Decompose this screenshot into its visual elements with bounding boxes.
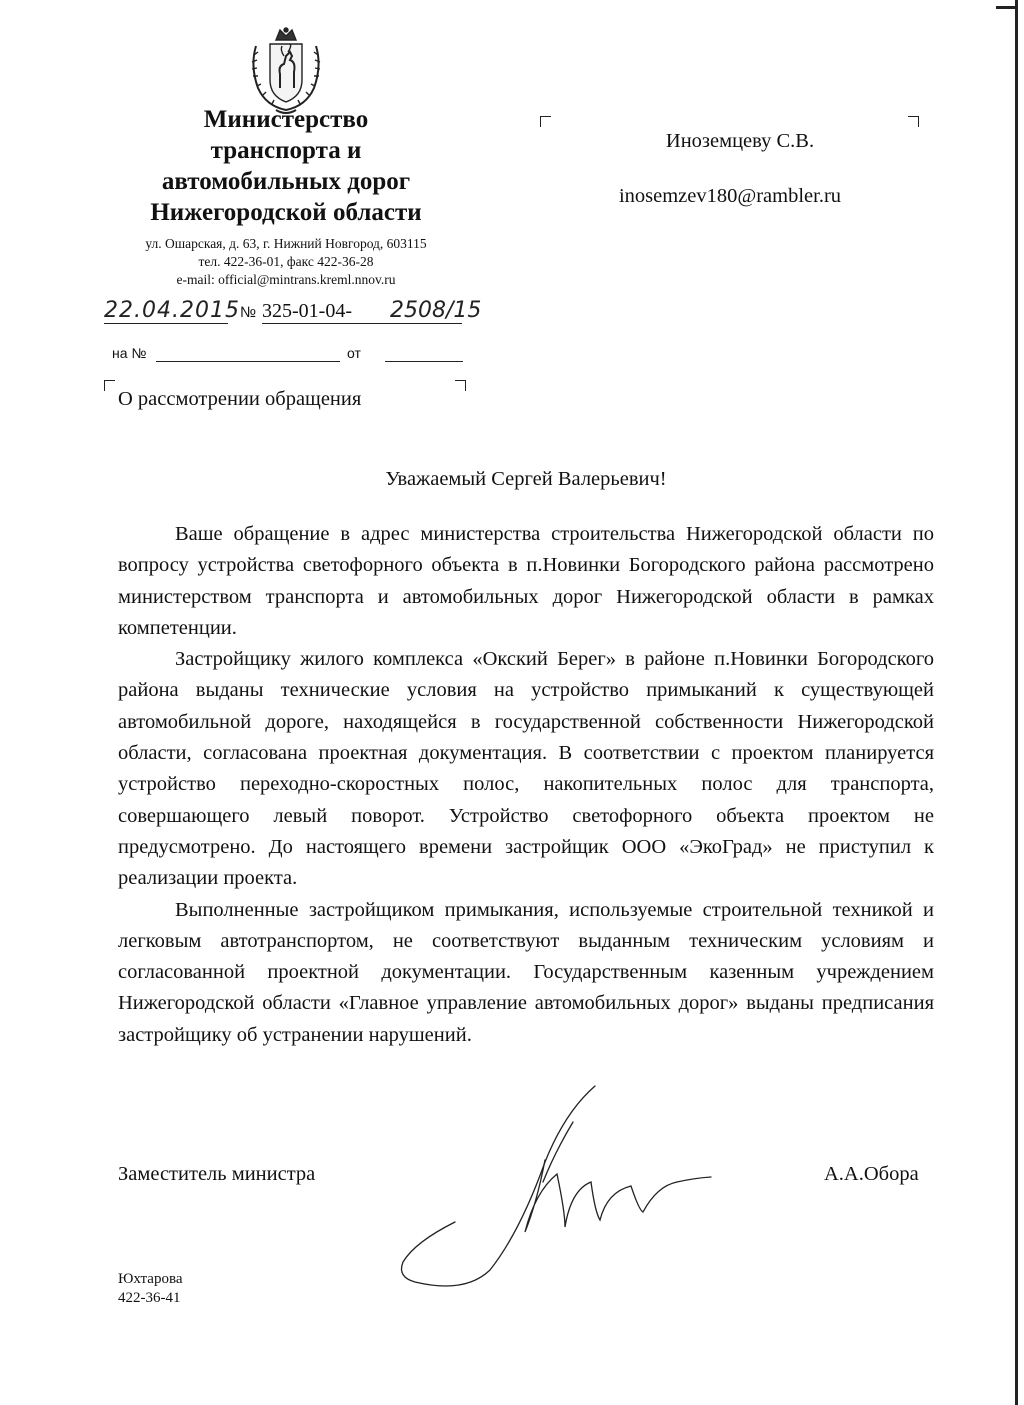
address-line: ул. Ошарская, д. 63, г. Нижний Новгород, 603115: [145, 236, 427, 251]
executor-name: Юхтарова: [118, 1271, 183, 1287]
ministry-line: Министерство: [203, 106, 369, 133]
recipient-corner-left: [540, 116, 551, 127]
from-underline: [385, 361, 463, 362]
address-line: тел. 422-36-01, факс 422-36-28: [198, 254, 374, 269]
reply-to-underline: [156, 361, 340, 362]
outgoing-date: 22.04.2015: [104, 298, 240, 323]
subject-corner-right: [455, 380, 466, 391]
ministry-name: [118, 104, 454, 228]
ministry-address: [96, 235, 476, 289]
scan-edge-mark: [996, 6, 1018, 9]
executor-info: [118, 1270, 182, 1308]
address-email-line: e-mail: official@mintrans.kreml.nnov.ru: [176, 272, 396, 287]
handwritten-signature-icon: [395, 1082, 725, 1292]
body-paragraph: Застройщику жилого комплекса «Окский Берег» в районе п.Новинки Богородского района выданы технические условия на устройство примыканий к существующей автомобильной дороге, находящейся в государственной собственности Нижегородской области, согласована проектная документация. В соответствии с проектом планируется устройство переходно-скоростных полос, накопительных полос для транспорта, совершающего левый поворот. Устройство светофорного объекта проектом не предусмотрено. До настоящего времени застройщик ООО «ЭкоГрад» не приступил к реализации проекта.: [118, 648, 934, 890]
number-label: №: [240, 304, 257, 321]
recipient-corner-right: [908, 116, 919, 127]
scan-edge-line: [1015, 0, 1018, 1405]
letter-subject: О рассмотрении обращения: [118, 388, 362, 410]
number-underline: [262, 323, 462, 324]
body-paragraph: Ваше обращение в адрес министерства строительства Нижегородской области по вопросу устройства светофорного объекта в п.Новинки Богородского района рассмотрено министерством транспорта и автомобильных дорог Нижегородской области в рамках компетенции.: [118, 523, 934, 639]
reply-to-label: на №: [112, 345, 147, 361]
from-label: от: [347, 345, 361, 361]
outgoing-number-handwritten: 2508/15: [390, 298, 482, 323]
coat-of-arms-icon: [246, 26, 326, 116]
ministry-line: Нижегородской области: [150, 199, 422, 226]
executor-phone: 422-36-41: [118, 1290, 181, 1306]
date-underline: [104, 323, 228, 324]
recipient-name: Иноземцеву С.В.: [665, 130, 815, 152]
ministry-line: транспорта и: [210, 137, 362, 164]
letter-body: [118, 519, 934, 1051]
outgoing-number-printed: 325-01-04-: [262, 300, 352, 322]
recipient-email: inosemzev180@rambler.ru: [618, 185, 842, 207]
greeting: Уважаемый Сергей Валерьевич!: [385, 468, 667, 490]
subject-corner-left: [104, 380, 115, 391]
signer-position: Заместитель министра: [118, 1163, 316, 1185]
body-paragraph: Выполненные застройщиком примыкания, используемые строительной техникой и легковым автотранспортом, не соответствуют выданным техническим условиям и согласованной проектной документации. Государственным казенным учреждением Нижегородской области «Главное управление автомобильных дорог» выданы предписания застройщику об устранении нарушений.: [118, 898, 934, 1046]
signer-name: А.А.Обора: [824, 1163, 919, 1185]
ministry-line: автомобильных дорог: [161, 168, 411, 195]
